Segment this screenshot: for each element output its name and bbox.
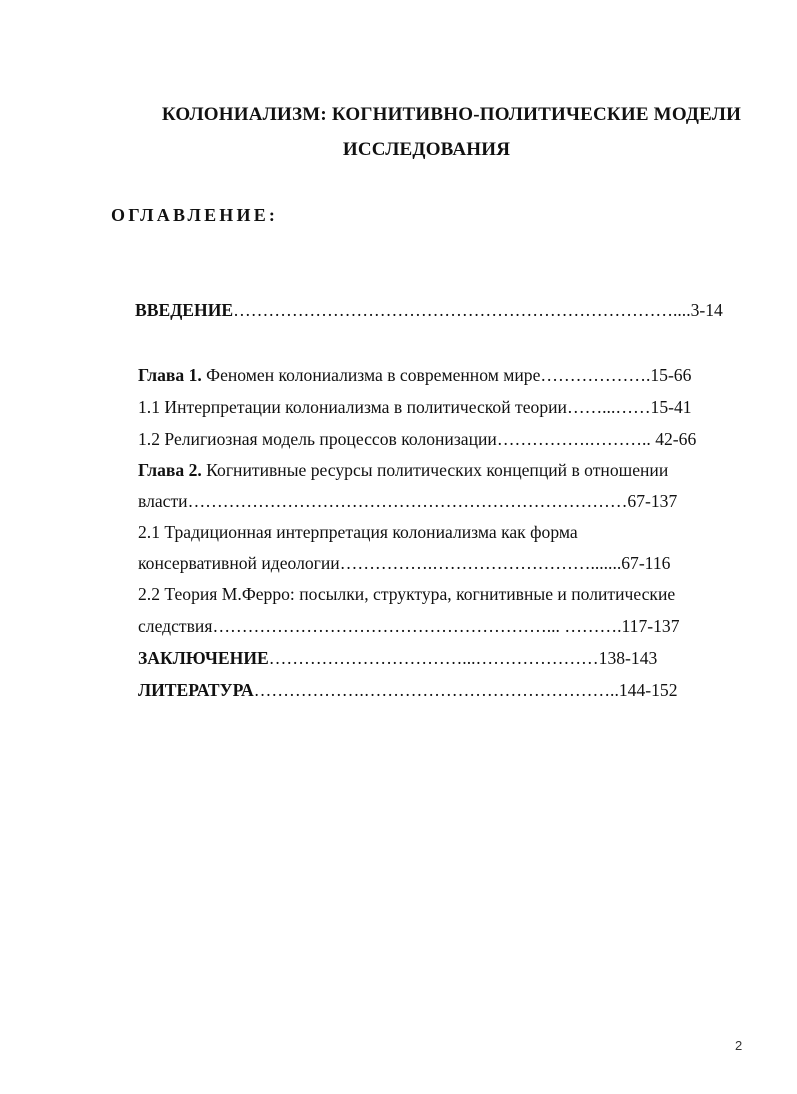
toc-s12-text: 1.2 Религиозная модель процессов колонизации	[138, 429, 497, 449]
toc-intro-label: ВВЕДЕНИЕ	[135, 300, 234, 320]
toc-s21-pages: 67-116	[621, 553, 671, 573]
toc-ch2-leader: …………………………………………………………………	[187, 491, 628, 511]
toc-entry-section-1-1[interactable]	[138, 396, 692, 418]
toc-conclusion-label: ЗАКЛЮЧЕНИЕ	[138, 648, 269, 668]
toc-literature-leader: ……………….……………………………………..	[253, 680, 619, 700]
toc-s22-text-line-2: следствия	[138, 616, 213, 636]
toc-conclusion-leader: ……………………………...…………………	[268, 648, 599, 668]
toc-ch2-text-line-1: Когнитивные ресурсы политических концепций в отношении	[201, 460, 669, 480]
toc-entry-section-2-2-line-1[interactable]	[138, 583, 675, 605]
toc-s12-leader: …………….………..	[496, 429, 656, 449]
toc-entry-literature[interactable]	[138, 679, 678, 701]
toc-s22-leader: …………………………………………………... ……….	[212, 616, 622, 636]
toc-entry-chapter-1[interactable]	[138, 364, 691, 386]
document-title-line-2: ИССЛЕДОВАНИЯ	[342, 139, 511, 160]
document-title-line-1: КОЛОНИАЛИЗМ: КОГНИТИВНО-ПОЛИТИЧЕСКИЕ МОДЕЛИ	[161, 104, 742, 125]
toc-ch1-leader: ……………….	[540, 365, 651, 385]
toc-ch1-label: Глава 1.	[138, 365, 202, 385]
toc-s22-text-line-1: 2.2 Теория М.Ферро: посылки, структура, когнитивные и политические	[138, 584, 676, 604]
toc-s21-text-line-2: консервативной идеологии	[138, 553, 340, 573]
toc-intro-leader: …………………………………………………………………....	[233, 300, 691, 320]
toc-entry-chapter-2-line-1[interactable]	[138, 459, 668, 481]
contents-heading: ОГЛАВЛЕНИЕ:	[111, 205, 279, 225]
toc-conclusion-pages: 138-143	[598, 648, 658, 668]
toc-intro-pages: 3-14	[690, 300, 723, 320]
toc-ch1-text: Феномен колониализма в современном мире	[201, 365, 541, 385]
toc-s22-pages: 117-137	[621, 616, 680, 636]
toc-entry-section-2-1-line-1[interactable]	[138, 521, 578, 543]
toc-entry-conclusion[interactable]	[138, 647, 657, 669]
toc-ch1-pages: 15-66	[650, 365, 692, 385]
toc-entry-chapter-2-line-2[interactable]	[138, 490, 677, 512]
toc-s11-leader: ……...……	[566, 397, 651, 417]
toc-entry-section-2-2-line-2[interactable]	[138, 615, 680, 637]
toc-entry-section-1-2[interactable]	[138, 428, 696, 450]
page-number: 2	[735, 1038, 743, 1053]
toc-s12-pages: 42-66	[655, 429, 697, 449]
toc-ch2-text-line-2: власти	[138, 491, 188, 511]
toc-entry-section-2-1-line-2[interactable]	[138, 552, 670, 574]
toc-s21-text-line-1: 2.1 Традиционная интерпретация колониализма как форма	[138, 522, 578, 542]
toc-literature-pages: 144-152	[618, 680, 678, 700]
toc-s21-leader: …………….……………………….......	[339, 553, 622, 573]
toc-literature-label: ЛИТЕРАТУРА	[138, 680, 254, 700]
toc-entry-intro[interactable]	[135, 299, 723, 321]
toc-s11-text: 1.1 Интерпретации колониализма в политической теории	[138, 397, 567, 417]
toc-ch2-pages: 67-137	[627, 491, 678, 511]
toc-s11-pages: 15-41	[650, 397, 692, 417]
toc-ch2-label: Глава 2.	[138, 460, 202, 480]
